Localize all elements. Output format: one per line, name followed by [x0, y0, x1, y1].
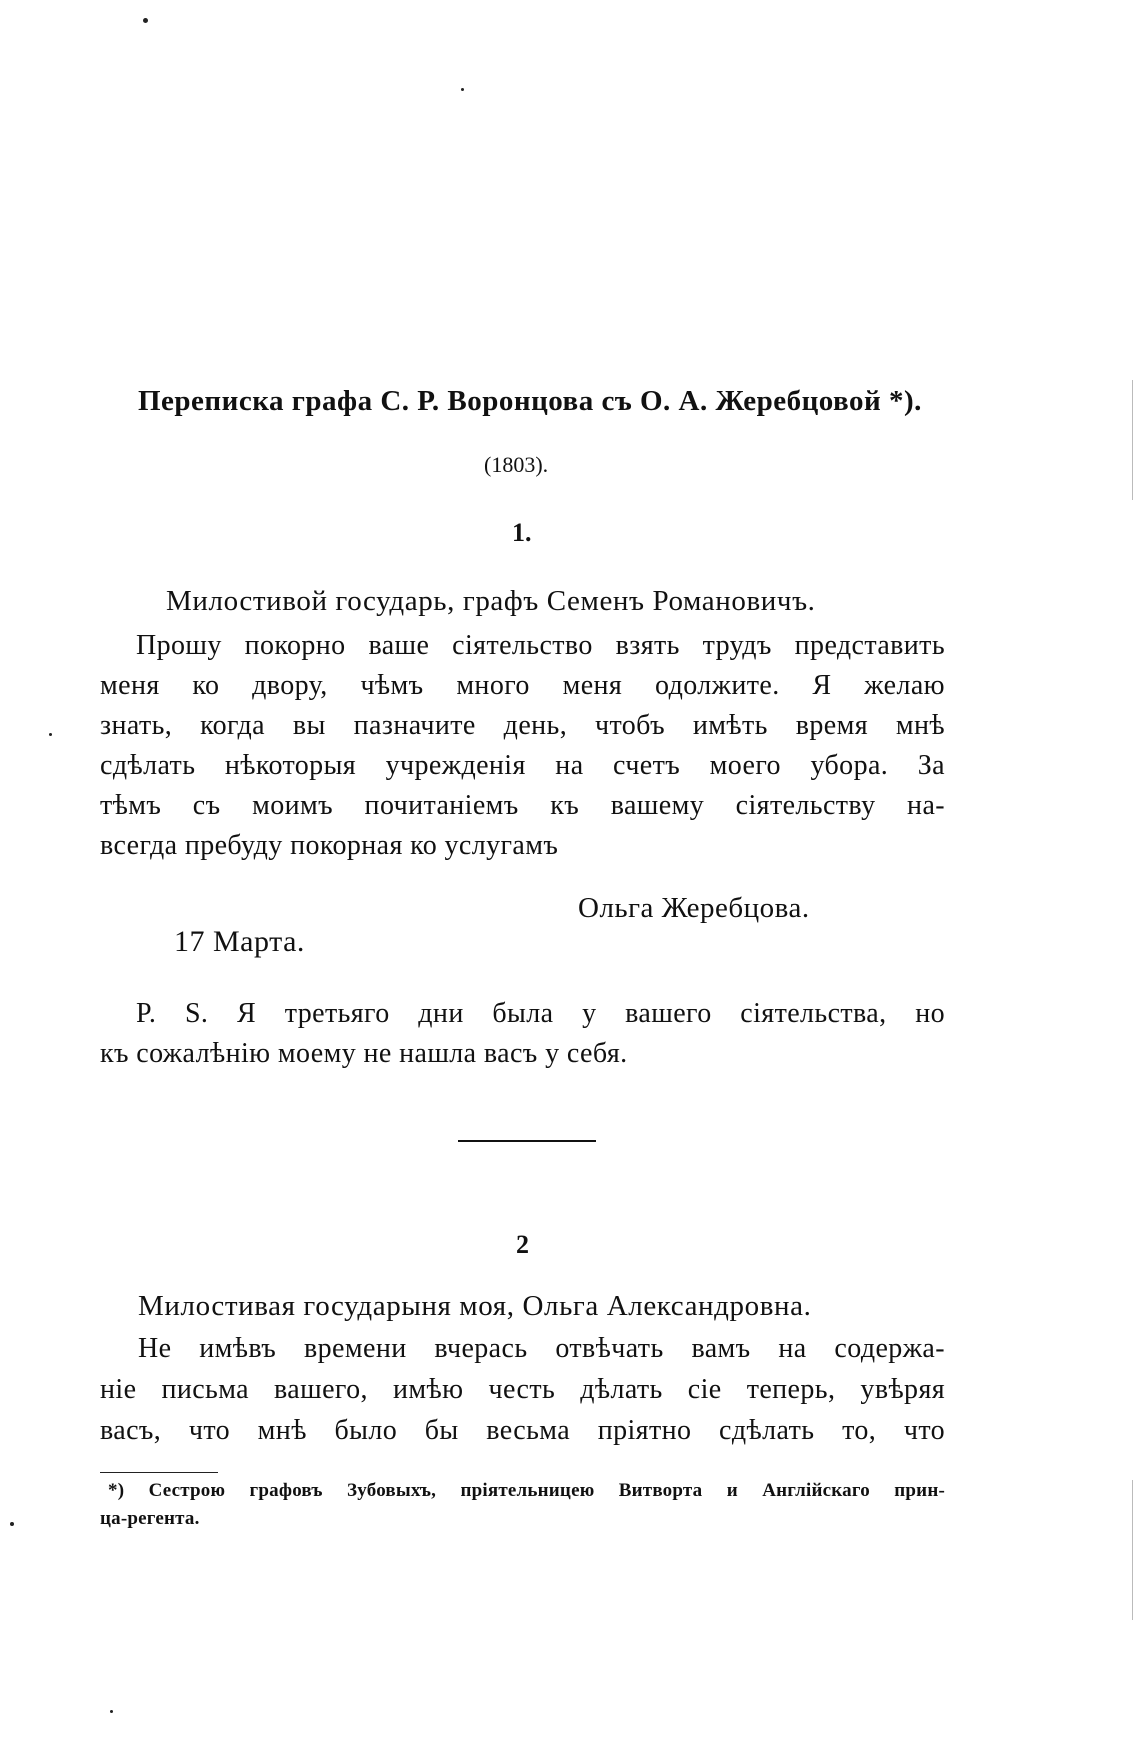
scan-edge-line — [1132, 1480, 1133, 1620]
footnote-divider — [100, 1472, 218, 1473]
signature: Ольга Жеребцова. — [578, 892, 810, 924]
page-title: Переписка графа С. Р. Воронцова съ О. А. Жеребцовой *). — [138, 385, 922, 417]
text-line: меня ко двору, чѣмъ много меня одолжите. Я желаю — [100, 670, 945, 701]
letter-number: 2 — [516, 1230, 529, 1259]
section-divider — [458, 1140, 596, 1142]
postscript-line: P. S. Я третьяго дни была у вашего сіятельства, но — [136, 998, 945, 1029]
footnote-line: ца-регента. — [100, 1508, 200, 1529]
postscript-line: къ сожалѣнію моему не нашла васъ у себя. — [100, 1038, 628, 1069]
text-line: Не имѣвъ времени вчерась отвѣчать вамъ на содержа- — [138, 1333, 945, 1364]
salutation: Милостивая государыня моя, Ольга Александровна. — [138, 1290, 812, 1322]
text-line: Прошу покорно ваше сіятельство взять трудъ представить — [136, 630, 945, 661]
scan-speck — [10, 1522, 14, 1526]
scan-speck — [110, 1710, 113, 1713]
scan-edge-line — [1132, 380, 1133, 500]
footnote-line: *) Сестрою графовъ Зубовыхъ, пріятельницею Витворта и Англійскаго прин- — [108, 1480, 945, 1501]
text-line: васъ, что мнѣ было бы весьма пріятно сдѣлать то, что — [100, 1415, 945, 1446]
text-line: ніе письма вашего, имѣю честь дѣлать сіе теперь, увѣряя — [100, 1374, 945, 1405]
year-label: (1803). — [484, 452, 549, 477]
text-line: тѣмъ съ моимъ почитаніемъ къ вашему сіятельству на- — [100, 790, 945, 821]
scan-speck — [49, 733, 52, 736]
text-line: всегда пребуду покорная ко услугамъ — [100, 830, 559, 861]
scan-speck — [461, 88, 464, 91]
text-line: сдѣлать нѣкоторыя учрежденія на счетъ моего убора. За — [100, 750, 945, 781]
letter-number: 1. — [512, 518, 532, 547]
scan-speck — [143, 18, 148, 23]
letter-date: 17 Марта. — [174, 925, 305, 958]
salutation: Милостивой государь, графъ Семенъ Романовичъ. — [166, 585, 816, 617]
text-line: знать, когда вы пазначите день, чтобъ имѣть время мнѣ — [100, 710, 945, 741]
